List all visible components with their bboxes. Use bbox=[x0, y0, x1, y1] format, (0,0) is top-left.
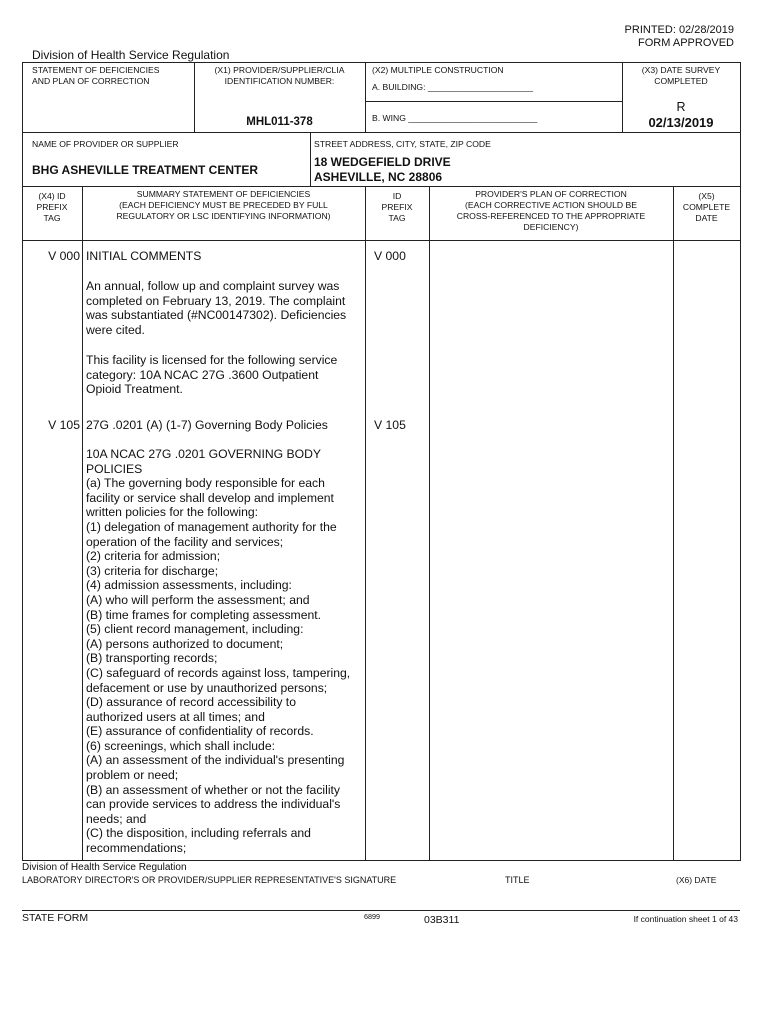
col-divider-id bbox=[429, 186, 430, 861]
frame-top-line bbox=[22, 62, 740, 63]
entry-paragraph: 10A NCAC 27G .0201 GOVERNING BODY POLICIES (a) The governing body responsible for each facility or service shall develop and implement written policies for the following: (1) delegation of management authority for the operation of the facility and services; (2) criteria for admission; (3) criteria for discharge; (4) admission assessments, including: (A) who will perform the assessment; and (B) time frames for completing assessment. (5) client record management, including: (A) persons authorized to document; (B) transporting records; (C) safeguard of records against loss, tampering, defacement or use by unauthorized persons; (D) assurance of record accessibility to authorized users at all times; and (E) assurance of confidentiality of records. (6) screenings, which shall include: (A) an assessment of the individual's presenting problem or need; (B) an assessment of whether or not the facility can provide services to address the individual's needs; and (C) the disposition, including referrals and recommendations; bbox=[86, 447, 351, 856]
entry-paragraph: This facility is licensed for the following service category: 10A NCAC 27G .3600 Outpatient Opioid Treatment. bbox=[86, 353, 338, 397]
col-divider-x4 bbox=[82, 186, 83, 861]
frame-left-line bbox=[22, 62, 23, 861]
col-divider-summary bbox=[365, 186, 366, 861]
entry-id-tag: V 105 bbox=[374, 418, 406, 432]
entry-prefix-tag: V 105 bbox=[48, 418, 80, 432]
entry-id-tag: V 000 bbox=[374, 249, 406, 263]
provider-divider bbox=[310, 132, 311, 186]
provider-address: 18 WEDGEFIELD DRIVE ASHEVILLE, NC 28806 bbox=[314, 155, 451, 184]
id-divider-2 bbox=[365, 62, 366, 132]
col-header-x4: (X4) ID PREFIX TAG bbox=[36, 191, 68, 223]
col-header-plan: PROVIDER'S PLAN OF CORRECTION (EACH CORRECTIVE ACTION SHOULD BE CROSS-REFERENCED TO THE APPROPRIATE DEFICIENCY) bbox=[456, 189, 646, 232]
col-header-summary: SUMMARY STATEMENT OF DEFICIENCIES (EACH DEFICIENCY MUST BE PRECEDED BY FULL REGULATORY OR LSC IDENTIFYING INFORMATION) bbox=[116, 189, 331, 221]
entry-paragraph: An annual, follow up and complaint survey was completed on February 13, 2019. The complaint was substantiated (#NC00147302). Deficiencies were cited. bbox=[86, 279, 347, 337]
continuation-sheet: If continuation sheet 1 of 43 bbox=[633, 914, 738, 924]
event-id: 03B311 bbox=[424, 914, 460, 926]
form-number: 6899 bbox=[364, 912, 380, 921]
entry-title: 27G .0201 (A) (1-7) Governing Body Policies bbox=[86, 418, 328, 432]
statement-label: STATEMENT OF DEFICIENCIES AND PLAN OF CORRECTION bbox=[32, 65, 160, 86]
x2-wing: B. WING ___________________________ bbox=[372, 113, 538, 123]
col-header-x5: (X5) COMPLETE DATE bbox=[682, 191, 731, 223]
id-bottom-line bbox=[22, 132, 740, 133]
address-label: STREET ADDRESS, CITY, STATE, ZIP CODE bbox=[314, 139, 491, 149]
footer-rule bbox=[22, 910, 740, 911]
col-divider-plan bbox=[673, 186, 674, 861]
x2-divider bbox=[365, 101, 622, 102]
colhead-bottom-line bbox=[22, 240, 740, 241]
provider-bottom-line bbox=[22, 186, 740, 187]
provider-name: BHG ASHEVILLE TREATMENT CENTER bbox=[32, 163, 259, 177]
frame-bottom-line bbox=[22, 860, 740, 861]
x6-date-label: (X6) DATE bbox=[676, 875, 717, 885]
col-header-id: ID PREFIX TAG bbox=[381, 191, 413, 223]
entry-prefix-tag: V 000 bbox=[48, 249, 80, 263]
entry-title: INITIAL COMMENTS bbox=[86, 249, 202, 263]
x2-label: (X2) MULTIPLE CONSTRUCTION bbox=[372, 65, 504, 75]
footer-division: Division of Health Service Regulation bbox=[22, 862, 187, 873]
x2-building: A. BUILDING: ______________________ bbox=[372, 82, 534, 92]
provider-name-label: NAME OF PROVIDER OR SUPPLIER bbox=[32, 139, 179, 149]
frame-right-line bbox=[740, 62, 741, 861]
x3-date: 02/13/2019 bbox=[648, 115, 714, 130]
signature-label: LABORATORY DIRECTOR'S OR PROVIDER/SUPPLIER REPRESENTATIVE'S SIGNATURE bbox=[22, 875, 397, 885]
title-label: TITLE bbox=[505, 875, 530, 885]
x1-value: MHL011-378 bbox=[246, 116, 313, 128]
x1-label: (X1) PROVIDER/SUPPLIER/CLIA IDENTIFICATION NUMBER: bbox=[214, 65, 345, 86]
state-form-label: STATE FORM bbox=[22, 912, 89, 924]
x3-code: R bbox=[676, 100, 686, 114]
division-header: Division of Health Service Regulation bbox=[32, 48, 230, 62]
x3-label: (X3) DATE SURVEY COMPLETED bbox=[641, 65, 721, 86]
form-approved: FORM APPROVED bbox=[638, 37, 734, 49]
printed-date: PRINTED: 02/28/2019 bbox=[624, 24, 734, 36]
